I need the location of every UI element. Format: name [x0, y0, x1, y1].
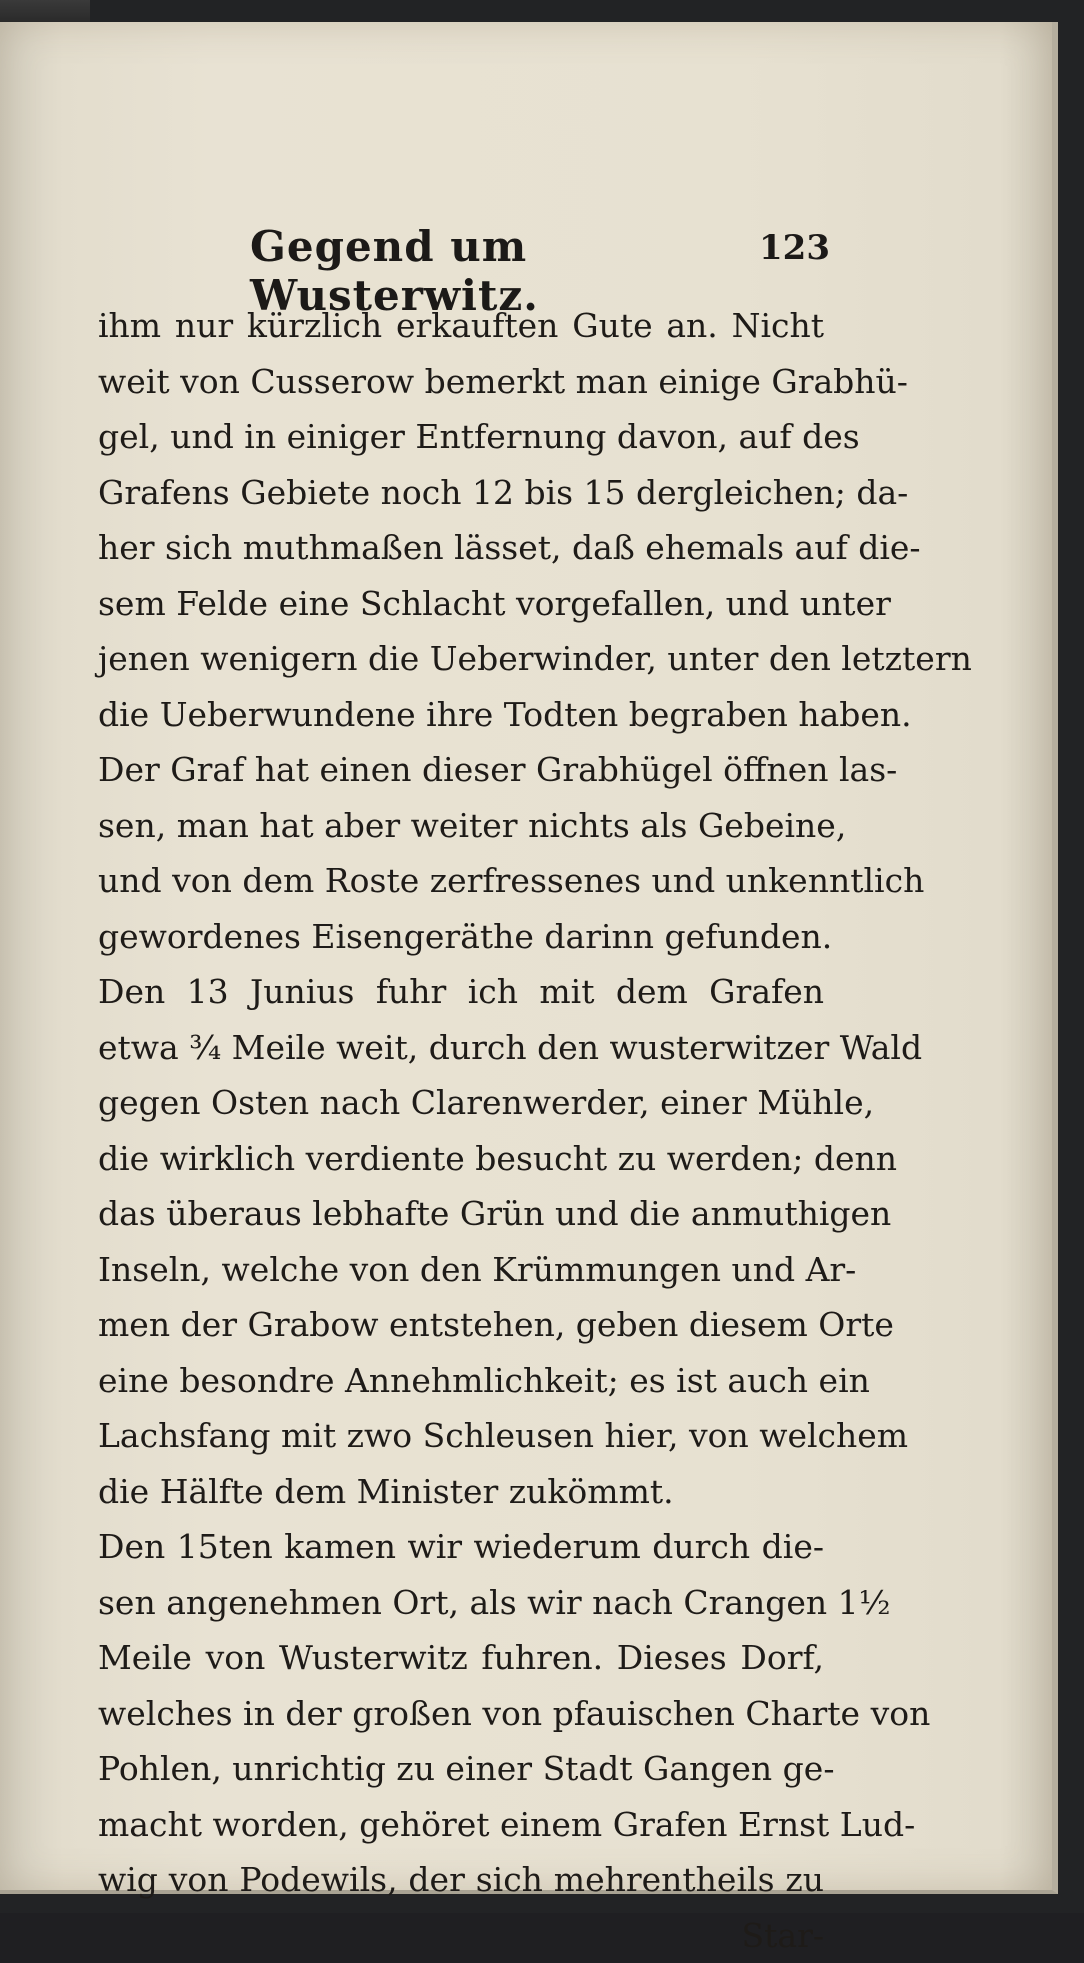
text-line: ihm nur kürzlich erkauften Gute an. Nicht — [98, 298, 824, 354]
text-line: gegen Osten nach Clarenwerder, einer Mühle, — [98, 1075, 824, 1131]
text-line: sem Felde eine Schlacht vorgefallen, und unter — [98, 576, 824, 632]
text-line: sen, man hat aber weiter nichts als Gebeine, — [98, 798, 824, 854]
text-line: macht worden, gehöret einem Grafen Ernst Lud- — [98, 1797, 824, 1853]
catchword: Star- — [98, 1908, 824, 1963]
text-line: die Ueberwundene ihre Todten begraben haben. — [98, 687, 824, 743]
text-line: etwa ¾ Meile weit, durch den wusterwitzer Wald — [98, 1020, 824, 1076]
text-line: gewordenes Eisengeräthe darinn gefunden. — [98, 909, 824, 965]
text-line: gel, und in einiger Entfernung davon, auf des — [98, 409, 824, 465]
text-line: Lachsfang mit zwo Schleusen hier, von welchem — [98, 1408, 824, 1464]
text-line: welches in der großen von pfauischen Charte von — [98, 1686, 824, 1742]
text-line: Grafens Gebiete noch 12 bis 15 dergleichen; da- — [98, 465, 824, 521]
text-line: Inseln, welche von den Krümmungen und Ar- — [98, 1242, 824, 1298]
running-head — [250, 222, 830, 282]
text-line: wig von Podewils, der sich mehrentheils zu — [98, 1852, 824, 1908]
text-line: jenen wenigern die Ueberwinder, unter den letztern — [98, 631, 824, 687]
body-text — [98, 298, 824, 1963]
text-line: Der Graf hat einen dieser Grabhügel öffnen las- — [98, 742, 824, 798]
text-line: her sich muthmaßen lässet, daß ehemals auf die- — [98, 520, 824, 576]
text-line: Den 15ten kamen wir wiederum durch die- — [98, 1519, 824, 1575]
text-line: die wirklich verdiente besucht zu werden; denn — [98, 1131, 824, 1187]
text-line: Den 13 Junius fuhr ich mit dem Grafen — [98, 964, 824, 1020]
running-head-title: Gegend um Wusterwitz. — [250, 222, 830, 320]
text-line: men der Grabow entstehen, geben diesem Orte — [98, 1297, 824, 1353]
text-line: Meile von Wusterwitz fuhren. Dieses Dorf, — [98, 1630, 824, 1686]
page-number: 123 — [759, 228, 830, 268]
text-line: weit von Cusserow bemerkt man einige Grabhü- — [98, 354, 824, 410]
text-line: die Hälfte dem Minister zukömmt. — [98, 1464, 824, 1520]
text-line: das überaus lebhafte Grün und die anmuthigen — [98, 1186, 824, 1242]
text-line: eine besondre Annehmlichkeit; es ist auch ein — [98, 1353, 824, 1409]
text-line: Pohlen, unrichtig zu einer Stadt Gangen ge- — [98, 1741, 824, 1797]
text-line: sen angenehmen Ort, als wir nach Crangen 1½ — [98, 1575, 824, 1631]
text-line: und von dem Roste zerfressenes und unkenntlich — [98, 853, 824, 909]
